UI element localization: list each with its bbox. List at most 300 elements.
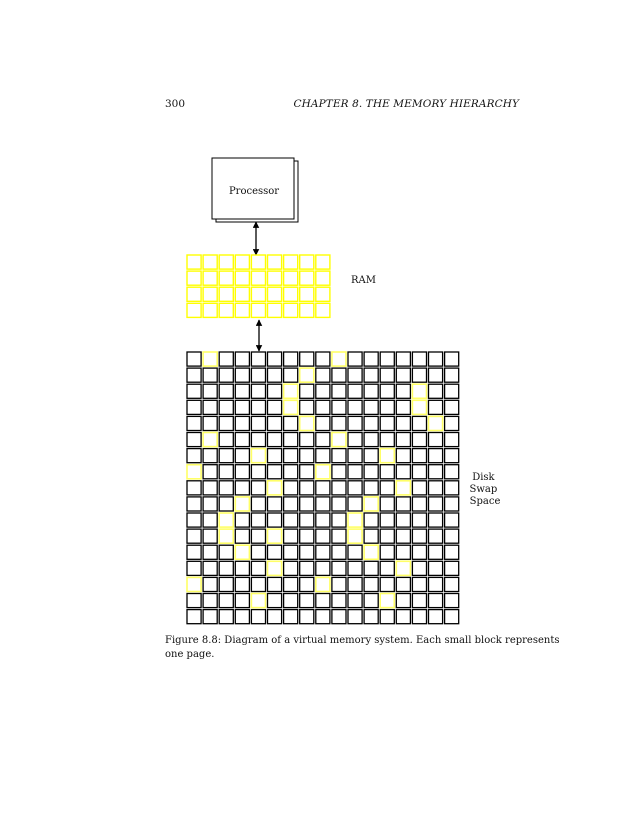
disk-page-cell [284, 545, 298, 559]
disk-page-cell [251, 384, 265, 398]
disk-page-cell [348, 481, 362, 495]
disk-page-cell [396, 529, 410, 543]
disk-page-cell [203, 384, 217, 398]
disk-page-cell [348, 352, 362, 366]
disk-label-line-3: Space [469, 496, 501, 507]
ram-page-cell [187, 271, 201, 285]
disk-page-cell [219, 577, 233, 591]
ram-page-cell [187, 255, 201, 269]
disk-page-cell [203, 449, 217, 463]
disk-page-cell [300, 561, 314, 575]
disk-page-cell [316, 449, 330, 463]
disk-page-cell-cached [348, 529, 362, 543]
disk-page-cell [300, 529, 314, 543]
disk-page-cell [348, 577, 362, 591]
disk-page-cell [187, 449, 201, 463]
ram-page-cell [235, 255, 249, 269]
disk-page-cell [300, 384, 314, 398]
disk-page-cell [396, 433, 410, 447]
disk-page-cell [445, 610, 459, 624]
disk-page-cell [316, 416, 330, 430]
disk-page-cell [251, 577, 265, 591]
disk-page-cell [316, 352, 330, 366]
disk-page-cell [429, 352, 443, 366]
ram-page-cell [251, 303, 265, 317]
disk-page-cell [316, 384, 330, 398]
ram-page-cell [284, 271, 298, 285]
disk-page-cell [412, 416, 426, 430]
ram-page-cell [268, 271, 282, 285]
disk-page-cell-cached [396, 561, 410, 575]
disk-page-cell-cached [251, 449, 265, 463]
disk-page-cell [203, 594, 217, 608]
disk-page-cell [268, 610, 282, 624]
ram-page-cell [235, 287, 249, 301]
disk-page-cell [203, 561, 217, 575]
disk-page-cell [348, 594, 362, 608]
ram-label: RAM [351, 275, 376, 286]
disk-page-cell-cached [300, 368, 314, 382]
disk-page-cell-cached [284, 384, 298, 398]
disk-page-cell [251, 561, 265, 575]
disk-page-cell-cached [187, 577, 201, 591]
ram-page-cell [219, 255, 233, 269]
disk-page-cell [268, 368, 282, 382]
disk-page-cell [332, 577, 346, 591]
disk-page-cell [348, 416, 362, 430]
disk-page-cell [235, 416, 249, 430]
disk-page-cell [364, 577, 378, 591]
disk-page-cell [332, 497, 346, 511]
disk-page-cell-cached [348, 513, 362, 527]
disk-page-cell [251, 416, 265, 430]
disk-page-cell [251, 352, 265, 366]
disk-page-cell [219, 545, 233, 559]
disk-page-cell [300, 481, 314, 495]
disk-page-cell [251, 400, 265, 414]
ram-page-cell [251, 287, 265, 301]
disk-page-cell [300, 465, 314, 479]
disk-page-cell [284, 513, 298, 527]
disk-page-cell [219, 416, 233, 430]
ram-page-cell [300, 255, 314, 269]
ram-page-cell [316, 303, 330, 317]
figure-caption [165, 634, 560, 662]
disk-page-cell [445, 352, 459, 366]
disk-page-cell [268, 465, 282, 479]
disk-page-cell [316, 561, 330, 575]
disk-page-cell [219, 610, 233, 624]
disk-page-cell [251, 513, 265, 527]
disk-page-cell [380, 400, 394, 414]
disk-page-cell [396, 577, 410, 591]
disk-page-cell [251, 481, 265, 495]
ram-page-cell [316, 255, 330, 269]
disk-page-cell [300, 594, 314, 608]
disk-page-cell [429, 400, 443, 414]
caption-line-1: Figure 8.8: Diagram of a virtual memory system. Each small block represents [165, 635, 560, 646]
ram-page-cell [219, 287, 233, 301]
disk-page-cell [396, 594, 410, 608]
disk-page-cell [348, 368, 362, 382]
disk-page-cell [187, 594, 201, 608]
disk-page-cell [187, 545, 201, 559]
disk-page-cell [412, 577, 426, 591]
disk-page-cell [203, 577, 217, 591]
disk-page-cell [380, 610, 394, 624]
ram-page-cell [268, 255, 282, 269]
disk-page-cell [219, 497, 233, 511]
disk-page-cell-cached [332, 433, 346, 447]
disk-page-cell [187, 433, 201, 447]
disk-page-cell [364, 400, 378, 414]
disk-page-cell [364, 368, 378, 382]
disk-page-cell [284, 449, 298, 463]
disk-page-cell [219, 433, 233, 447]
disk-page-cell [380, 352, 394, 366]
disk-page-cell [284, 561, 298, 575]
disk-page-cell [284, 529, 298, 543]
disk-page-cell-cached [187, 465, 201, 479]
disk-page-cell [235, 352, 249, 366]
ram-page-cell [251, 255, 265, 269]
disk-page-cell [380, 416, 394, 430]
disk-page-cell [300, 545, 314, 559]
disk-page-cell [300, 352, 314, 366]
disk-page-cell [380, 433, 394, 447]
disk-page-cell [316, 433, 330, 447]
disk-page-cell-cached [380, 594, 394, 608]
disk-page-cell [332, 368, 346, 382]
disk-page-cell [187, 481, 201, 495]
disk-page-cell [429, 433, 443, 447]
disk-page-cell [300, 513, 314, 527]
disk-page-cell-cached [316, 465, 330, 479]
disk-page-cell [235, 594, 249, 608]
disk-page-cell [445, 513, 459, 527]
disk-page-cell [348, 449, 362, 463]
ram-page-cell [268, 303, 282, 317]
disk-page-cell [396, 465, 410, 479]
disk-page-cell [332, 610, 346, 624]
disk-page-cell-cached [364, 545, 378, 559]
disk-page-cell [251, 529, 265, 543]
disk-page-cell [364, 465, 378, 479]
page-number: 300 [165, 98, 186, 110]
disk-page-cell [251, 545, 265, 559]
disk-page-cell [251, 497, 265, 511]
disk-page-cell [412, 594, 426, 608]
disk-label-line-1: Disk [472, 472, 495, 483]
disk-page-cell [364, 610, 378, 624]
disk-page-cell [268, 594, 282, 608]
disk-page-cell-cached [268, 529, 282, 543]
disk-page-cell [332, 594, 346, 608]
disk-page-cell [364, 529, 378, 543]
ram-page-cell [235, 303, 249, 317]
disk-page-cell-cached [203, 433, 217, 447]
disk-page-cell [445, 368, 459, 382]
ram-page-cell [187, 287, 201, 301]
disk-page-cell-cached [396, 481, 410, 495]
disk-page-cell [364, 352, 378, 366]
disk-page-cell [203, 497, 217, 511]
disk-page-cell [203, 368, 217, 382]
disk-page-cell [445, 594, 459, 608]
ram-page-cell [203, 287, 217, 301]
disk-page-cell [429, 368, 443, 382]
disk-page-cell [429, 561, 443, 575]
disk-page-cell [348, 561, 362, 575]
disk-page-cell [412, 497, 426, 511]
disk-page-cell [284, 416, 298, 430]
disk-page-cell [380, 545, 394, 559]
disk-page-cell [300, 433, 314, 447]
disk-page-cell [268, 497, 282, 511]
disk-page-cell-cached [235, 545, 249, 559]
processor-box [212, 158, 298, 222]
disk-page-cell [203, 545, 217, 559]
disk-page-cell-cached [284, 400, 298, 414]
disk-page-cell-cached [219, 513, 233, 527]
disk-page-cell [219, 465, 233, 479]
ram-page-cell [300, 287, 314, 301]
disk-page-cell [235, 433, 249, 447]
disk-page-cell [219, 594, 233, 608]
disk-page-cell [364, 481, 378, 495]
disk-page-cell [251, 465, 265, 479]
disk-page-cell [429, 577, 443, 591]
disk-page-cell-cached [203, 352, 217, 366]
disk-grid [187, 352, 459, 624]
disk-page-cell [445, 497, 459, 511]
disk-page-cell [187, 384, 201, 398]
disk-page-cell [429, 465, 443, 479]
disk-page-cell [332, 465, 346, 479]
disk-page-cell [316, 545, 330, 559]
disk-page-cell [284, 481, 298, 495]
disk-page-cell [445, 400, 459, 414]
disk-page-cell [268, 352, 282, 366]
disk-label-line-2: Swap [469, 484, 498, 495]
disk-page-cell [300, 497, 314, 511]
disk-page-cell [284, 433, 298, 447]
disk-page-cell [268, 513, 282, 527]
disk-page-cell [219, 481, 233, 495]
ram-page-cell [203, 271, 217, 285]
disk-page-cell [348, 400, 362, 414]
disk-page-cell [203, 481, 217, 495]
disk-page-cell [316, 368, 330, 382]
disk-page-cell [332, 384, 346, 398]
disk-page-cell [235, 577, 249, 591]
disk-page-cell [316, 497, 330, 511]
disk-page-cell [268, 577, 282, 591]
disk-page-cell [235, 529, 249, 543]
ram-page-cell [203, 255, 217, 269]
disk-page-cell [445, 465, 459, 479]
disk-page-cell [187, 561, 201, 575]
disk-page-cell [316, 400, 330, 414]
disk-page-cell [203, 610, 217, 624]
disk-page-cell [429, 497, 443, 511]
disk-page-cell [364, 449, 378, 463]
disk-page-cell [203, 416, 217, 430]
disk-page-cell [380, 529, 394, 543]
disk-page-cell [187, 416, 201, 430]
disk-page-cell [332, 481, 346, 495]
disk-page-cell-cached [364, 497, 378, 511]
disk-page-cell-cached [235, 497, 249, 511]
disk-page-cell [396, 513, 410, 527]
disk-page-cell [203, 400, 217, 414]
disk-page-cell [429, 545, 443, 559]
ram-page-cell [203, 303, 217, 317]
disk-page-cell [445, 433, 459, 447]
disk-page-cell [316, 513, 330, 527]
disk-page-cell [429, 449, 443, 463]
disk-page-cell [268, 433, 282, 447]
disk-page-cell [235, 465, 249, 479]
ram-page-cell [219, 303, 233, 317]
ram-page-cell [316, 287, 330, 301]
disk-page-cell [187, 368, 201, 382]
disk-page-cell [380, 368, 394, 382]
disk-page-cell [235, 400, 249, 414]
disk-page-cell [364, 561, 378, 575]
disk-page-cell [235, 481, 249, 495]
ram-page-cell [187, 303, 201, 317]
disk-page-cell [445, 545, 459, 559]
disk-page-cell [445, 481, 459, 495]
disk-page-cell [235, 513, 249, 527]
disk-page-cell [396, 545, 410, 559]
disk-page-cell [445, 416, 459, 430]
disk-page-cell [364, 594, 378, 608]
disk-page-cell [380, 513, 394, 527]
disk-page-cell [187, 513, 201, 527]
disk-page-cell [445, 577, 459, 591]
disk-page-cell [396, 384, 410, 398]
disk-page-cell-cached [412, 384, 426, 398]
disk-page-cell [235, 384, 249, 398]
disk-page-cell [429, 481, 443, 495]
disk-page-cell [316, 610, 330, 624]
disk-page-cell-cached [332, 352, 346, 366]
ram-page-cell [268, 287, 282, 301]
disk-page-cell-cached [429, 416, 443, 430]
disk-page-cell [235, 368, 249, 382]
disk-page-cell [396, 497, 410, 511]
disk-page-cell [316, 481, 330, 495]
disk-page-cell [364, 384, 378, 398]
disk-page-cell [445, 529, 459, 543]
disk-page-cell [284, 497, 298, 511]
disk-page-cell [284, 465, 298, 479]
disk-page-cell [348, 384, 362, 398]
disk-page-cell [396, 352, 410, 366]
disk-page-cell [219, 449, 233, 463]
disk-page-cell [412, 610, 426, 624]
disk-page-cell [284, 368, 298, 382]
disk-page-cell [412, 561, 426, 575]
disk-page-cell [332, 529, 346, 543]
disk-page-cell [219, 561, 233, 575]
disk-page-cell [219, 384, 233, 398]
disk-page-cell-cached [412, 400, 426, 414]
disk-page-cell [380, 577, 394, 591]
disk-page-cell [364, 433, 378, 447]
disk-page-cell [235, 449, 249, 463]
disk-page-cell [203, 465, 217, 479]
disk-page-cell [187, 352, 201, 366]
ram-page-cell [284, 255, 298, 269]
disk-page-cell-cached [219, 529, 233, 543]
disk-page-cell [235, 561, 249, 575]
disk-page-cell [445, 449, 459, 463]
disk-page-cell [412, 465, 426, 479]
disk-page-cell [284, 577, 298, 591]
ram-page-cell [300, 271, 314, 285]
disk-page-cell [219, 368, 233, 382]
disk-page-cell [300, 610, 314, 624]
disk-page-cell [219, 400, 233, 414]
disk-page-cell [219, 352, 233, 366]
ram-page-cell [316, 271, 330, 285]
disk-page-cell [187, 610, 201, 624]
disk-page-cell [300, 400, 314, 414]
disk-page-cell [203, 529, 217, 543]
disk-page-cell [332, 513, 346, 527]
disk-page-cell-cached [300, 416, 314, 430]
disk-page-cell [380, 465, 394, 479]
disk-page-cell [364, 416, 378, 430]
disk-page-cell [268, 400, 282, 414]
disk-page-cell [396, 610, 410, 624]
ram-page-cell [284, 303, 298, 317]
disk-page-cell [445, 561, 459, 575]
ram-page-cell [300, 303, 314, 317]
disk-page-cell [412, 433, 426, 447]
disk-page-cell [332, 449, 346, 463]
disk-page-cell [380, 481, 394, 495]
disk-page-cell-cached [380, 449, 394, 463]
disk-page-cell [364, 513, 378, 527]
disk-page-cell [316, 594, 330, 608]
disk-page-cell [251, 610, 265, 624]
disk-page-cell [412, 368, 426, 382]
chapter-title: CHAPTER 8. THE MEMORY HIERARCHY [293, 98, 519, 110]
disk-page-cell [187, 497, 201, 511]
disk-page-cell [316, 529, 330, 543]
processor-label: Processor [228, 186, 280, 197]
ram-page-cell [251, 271, 265, 285]
disk-page-cell [445, 384, 459, 398]
disk-page-cell [412, 352, 426, 366]
disk-page-cell [251, 433, 265, 447]
disk-page-cell [396, 400, 410, 414]
disk-page-cell [429, 594, 443, 608]
disk-page-cell [268, 545, 282, 559]
disk-page-cell [300, 577, 314, 591]
ram-grid [187, 255, 330, 317]
disk-page-cell [412, 529, 426, 543]
ram-page-cell [219, 271, 233, 285]
disk-page-cell [284, 610, 298, 624]
disk-page-cell [235, 610, 249, 624]
disk-page-cell [348, 433, 362, 447]
disk-label [470, 472, 501, 507]
